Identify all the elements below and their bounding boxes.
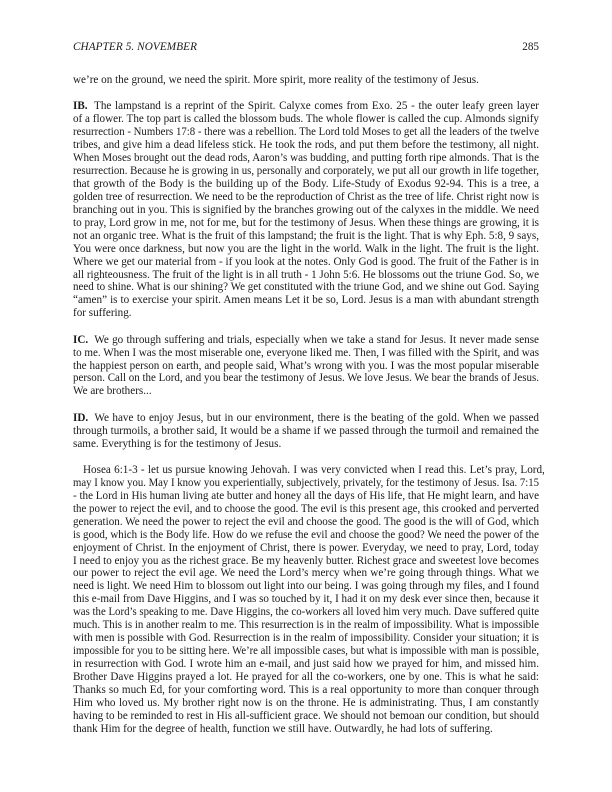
line-text: we’re on the ground, we need the spirit. More spirit, more reality of the testimony of Jesus. [73,74,479,86]
line-text: We have to enjoy Jesus, but in our environment, there is the beating of the gold. When we passed [94,411,539,424]
line-text: - the Lord in His human living ate butter and honey all the days of His life, that He might learn, and have [73,489,539,502]
text-line [73,385,539,398]
line-text: enjoyment of Christ. In the enjoyment of Christ, there is power. Everyday, we need to pray, Lord, today [73,541,539,554]
page-body [73,74,545,736]
line-text: tribes, and give him a dead lifeless stick. He took the rods, and put them before the testimony, all night. [73,139,539,152]
line-text: through turmoils, a brother said, It would be a shame if we passed through the turmoil and remained the [73,424,539,437]
text-line [73,178,539,191]
text-line [73,463,545,477]
text-line [73,490,539,503]
text-line [73,294,539,307]
line-text: to me. When I was the most miserable one, everyone liked me. Then, I was filled with the Spirit, and was [73,346,539,359]
text-line [73,645,539,658]
line-text: Thanks so much Ed, for your comforting word. This is a real opportunity to more than conquer through [73,683,539,696]
text-line [73,723,539,736]
paragraph [73,412,539,451]
text-line [73,658,539,671]
paragraph [73,100,539,320]
paragraph-gap [73,320,539,333]
text-line [73,165,539,178]
line-text: not an organic tree. What is the fruit of this lampstand; the fruit is the light. That is why Eph. 5:8, 9 says, [73,229,539,242]
line-text: was the Lord’s speaking to me. Dave Higgins, the co-workers all loved him very much. Dave suffered quite [73,606,539,619]
line-text: I need to enjoy you as the richest grace. Be my heavenly butter. Richest grace and sweetest love becomes [73,554,539,567]
text-line [73,269,539,282]
text-line [73,671,539,684]
text-line [73,230,539,243]
line-text: You were once darkness, but now you are the light in the world. Walk in the light. The fruit is the light. [73,242,539,255]
running-title: CHAPTER 5. NOVEMBER [73,41,198,53]
paragraph-gap [73,398,539,411]
text-line [73,74,539,87]
line-text: person. Call on the Lord, and you bear the testimony of Jesus. We love Jesus. We bear the brands of Jesus. [73,372,539,385]
text-line [73,619,539,632]
line-text: Hosea 6:1-3 - let us pursue knowing Jehovah. I was very convicted when I read this. Let’s pray, Lord, [83,463,545,476]
text-line [73,139,539,152]
line-text: When Moses brought out the dead rods, Aaron’s was budding, and putting forth ripe almonds. That is the [73,152,539,165]
line-text: much. This is in another realm to me. This resurrection is in the realm of impossibility. What is impossible [73,619,539,632]
line-text: Brother Dave Higgins prayed a lot. He prayed for all the co-workers, one by one. This is what he said: [73,670,539,683]
text-line [73,529,539,542]
section-label: ID. [73,411,89,424]
line-text: thank Him for the degree of health, function we still have. Outwardly, he had lots of suffering. [73,722,493,735]
line-text: same. Everything is for the testimony of Jesus. [73,437,282,450]
line-text: Him who loved us. My brother right now is on the throne. He is administrating. Thus, I am constantly [73,696,539,709]
paragraph-gap [73,451,539,464]
line-text: is good, which is the Body life. How do we refuse the evil and choose the good? We need the power of the [73,528,539,541]
line-text: in resurrection with God. I wrote him an e-mail, and just said how we prayed for him, and missed him. [73,658,539,670]
line-text: that growth of the Body is the building up of the Body. Life-Study of Exodus 92-94. This is a tree, a [73,177,539,190]
text-line [73,307,539,320]
line-text: We are brothers... [73,385,152,398]
text-line [73,347,539,360]
line-text: “amen” is to exercise your spirit. Amen means Let it be so, Lord. Jesus is a man with abundant strength [73,294,539,307]
line-text: resurrection - Numbers 17:8 - there was a rebellion. The Lord told Moses to get all the leaders of the twelve [73,126,539,139]
text-line [73,697,539,710]
text-line [73,503,539,516]
text-line [73,334,539,347]
line-text: having to be reminded to rest in His all-sufficient grace. We should not bemoan our condition, but should [73,709,539,722]
text-line [73,412,539,425]
text-line [73,100,539,113]
text-line [73,580,539,593]
section-label: IC. [73,333,89,346]
line-text: impossible for you to be sitting here. We’re all impossible cases, but what is impossible with man is possible, [73,645,539,658]
text-line [73,425,539,438]
paragraph [73,463,545,736]
text-line [73,632,539,645]
line-text: may I know you. May I know you experientially, subjectively, privately, for the testimony of Jesus. Isa. 7:15 [73,476,539,489]
text-line [73,152,539,165]
text-line [73,516,539,529]
line-text: the happiest person on earth, and people said, What’s wrong with you. I was the most popular miserable [73,359,539,372]
text-line [73,684,539,697]
line-text: all righteousness. The fruit of the light is in all truth - 1 John 5:6. He blossoms out the triune God. So, we [73,268,539,281]
text-line [73,256,539,269]
text-line [73,204,539,217]
text-line [73,243,539,256]
text-line [73,217,539,230]
line-text: with men is possible with God. Resurrection is in the realm of impossibility. Consider your situation; it is [73,632,539,645]
text-line [73,113,539,126]
line-text: golden tree of resurrection. We need to be the reproduction of Christ as the tree of life. Christ right now is [73,190,539,203]
line-text: of a flower. The top part is called the blossom buds. The whole flower is called the cup. Almonds signify [73,113,539,126]
text-line [73,606,539,619]
line-text: our power to reject the evil age. We need the Lord’s mercy when we’re going through things. What we [73,567,539,580]
line-text: branching out in you. This is signified by the branches growing out of the calyxes in the middle. We need [73,203,539,216]
line-text: generation. We need the power to reject the evil and choose the good. The good is the will of God, which [73,515,539,528]
running-header [73,41,539,55]
text-line [73,281,539,294]
paragraph [73,334,539,399]
line-text: this e-mail from Dave Higgins, and I was so touched by it, I had it on my desk ever since then, because it [73,593,539,606]
line-text: need to shine. What is our shining? We get constituted with the triune God, and we shine out God. Saying [73,281,539,294]
text-line [73,372,539,385]
text-line [73,191,539,204]
text-line [73,477,539,490]
text-line [73,710,539,723]
text-line [73,555,539,568]
page-number: 285 [522,41,539,53]
line-text: need is light. We need Him to blossom out light into our being. I was going through my files, and I found [73,580,539,593]
text-line [73,438,539,451]
section-label: IB. [73,100,88,113]
paragraph-gap [73,87,539,100]
line-text: the power to reject the evil, and to choose the good. The evil is this present age, this crooked and perverted [73,502,539,515]
line-text: The lampstand is a reprint of the Spirit. Calyxe comes from Exo. 25 - the outer leafy green layer [94,100,539,113]
text-line [73,360,539,373]
text-line [73,593,539,606]
text-line [73,542,539,555]
line-text: Where we get our material from - if you look at the notes. Only God is good. The fruit of the Father is in [73,255,539,268]
paragraph [73,74,539,87]
text-line [73,567,539,580]
text-line [73,126,539,139]
line-text: resurrection. Because he is growing in us, personally and corporately, we put all our growth in life together, [73,165,539,178]
line-text: We go through suffering and trials, especially when we take a stand for Jesus. It never made sense [94,333,539,346]
line-text: for suffering. [73,307,132,320]
line-text: to pray, Lord grow in me, not for me, but for the testimony of Jesus. When these things are growing, it is [73,216,539,229]
